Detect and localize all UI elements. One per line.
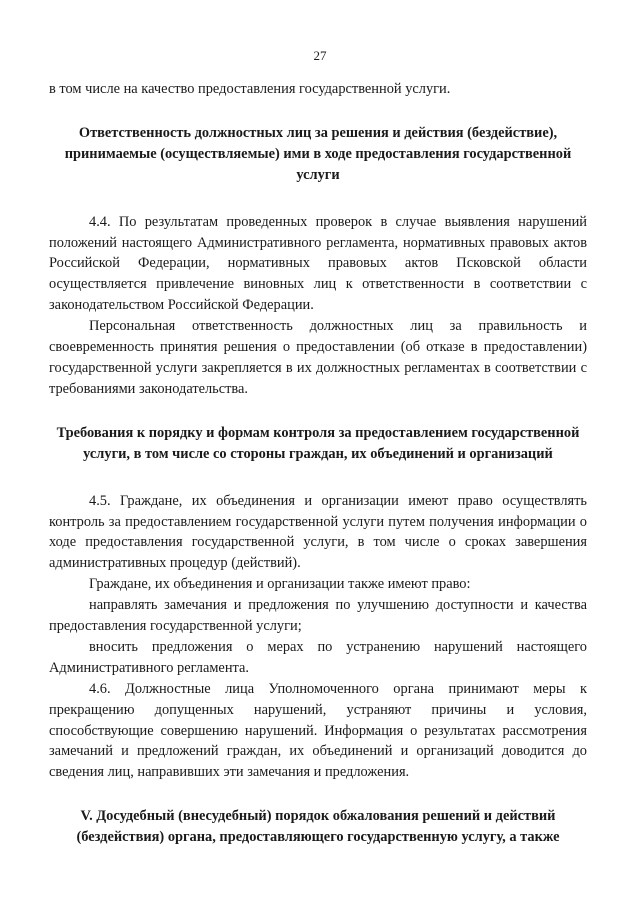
continuation-line: в том числе на качество предоставления государственной услуги. [49,81,451,97]
paragraph-personal-responsibility: Персональная ответственность должностных лиц за правильность и своевременность принятия решения о предоставлении (об отказе в предоставлении) государственной услуги закрепляется в их должностных регламентах в соответствии с требованиями законодательства. [49,318,587,397]
paragraph-4-6: 4.6. Должностные лица Уполномоченного органа принимают меры к прекращению допущенных нарушений, устраняют причины и условия, способствующие совершению нарушений. Информация о результатах рассмотрения замечаний и предложений граждан, их объединений и организаций доводится до сведения лиц, направивших эти замечания и предложения. [49,680,587,781]
paragraph-submit-proposals: вносить предложения о мерах по устранению нарушений настоящего Административного регламента. [49,638,587,676]
document-body [49,79,587,848]
page-number: 27 [313,48,327,63]
paragraph-send-remarks: направлять замечания и предложения по улучшению доступности и качества предоставления государственной услуги; [49,597,587,635]
paragraph-4-5: 4.5. Граждане, их объединения и организации имеют право осуществлять контроль за предоставлением государственной услуги путем получения информации о ходе предоставления государственной услуги, в том числе о сроках завершения административных процедур (действий). [49,492,587,572]
paragraph-4-4: 4.4. По результатам проведенных проверок в случае выявления нарушений положений настоящего Административного регламента, нормативных правовых актов Российской Федерации, нормативных правовых актов Псковской области осуществляется привлечение виновных лиц к ответственности в соответствии с законодательством Российской Федерации. [49,213,587,314]
section-heading-control-requirements: Требования к порядку и формам контроля за предоставлением государственной услуги, в том числе со стороны граждан, их объединений и организаций [56,424,580,462]
section-heading-pretrial-appeal: V. Досудебный (внесудебный) порядок обжалования решений и действий (бездействия) органа, предоставляющего государственную услугу, а также [76,808,560,846]
paragraph-citizens-rights: Граждане, их объединения и организации также имеют право: [89,576,471,593]
section-heading-responsibility: Ответственность должностных лиц за решения и действия (бездействие), принимаемые (осуществляемые) ими в ходе предоставления государственной услуги [64,124,572,183]
